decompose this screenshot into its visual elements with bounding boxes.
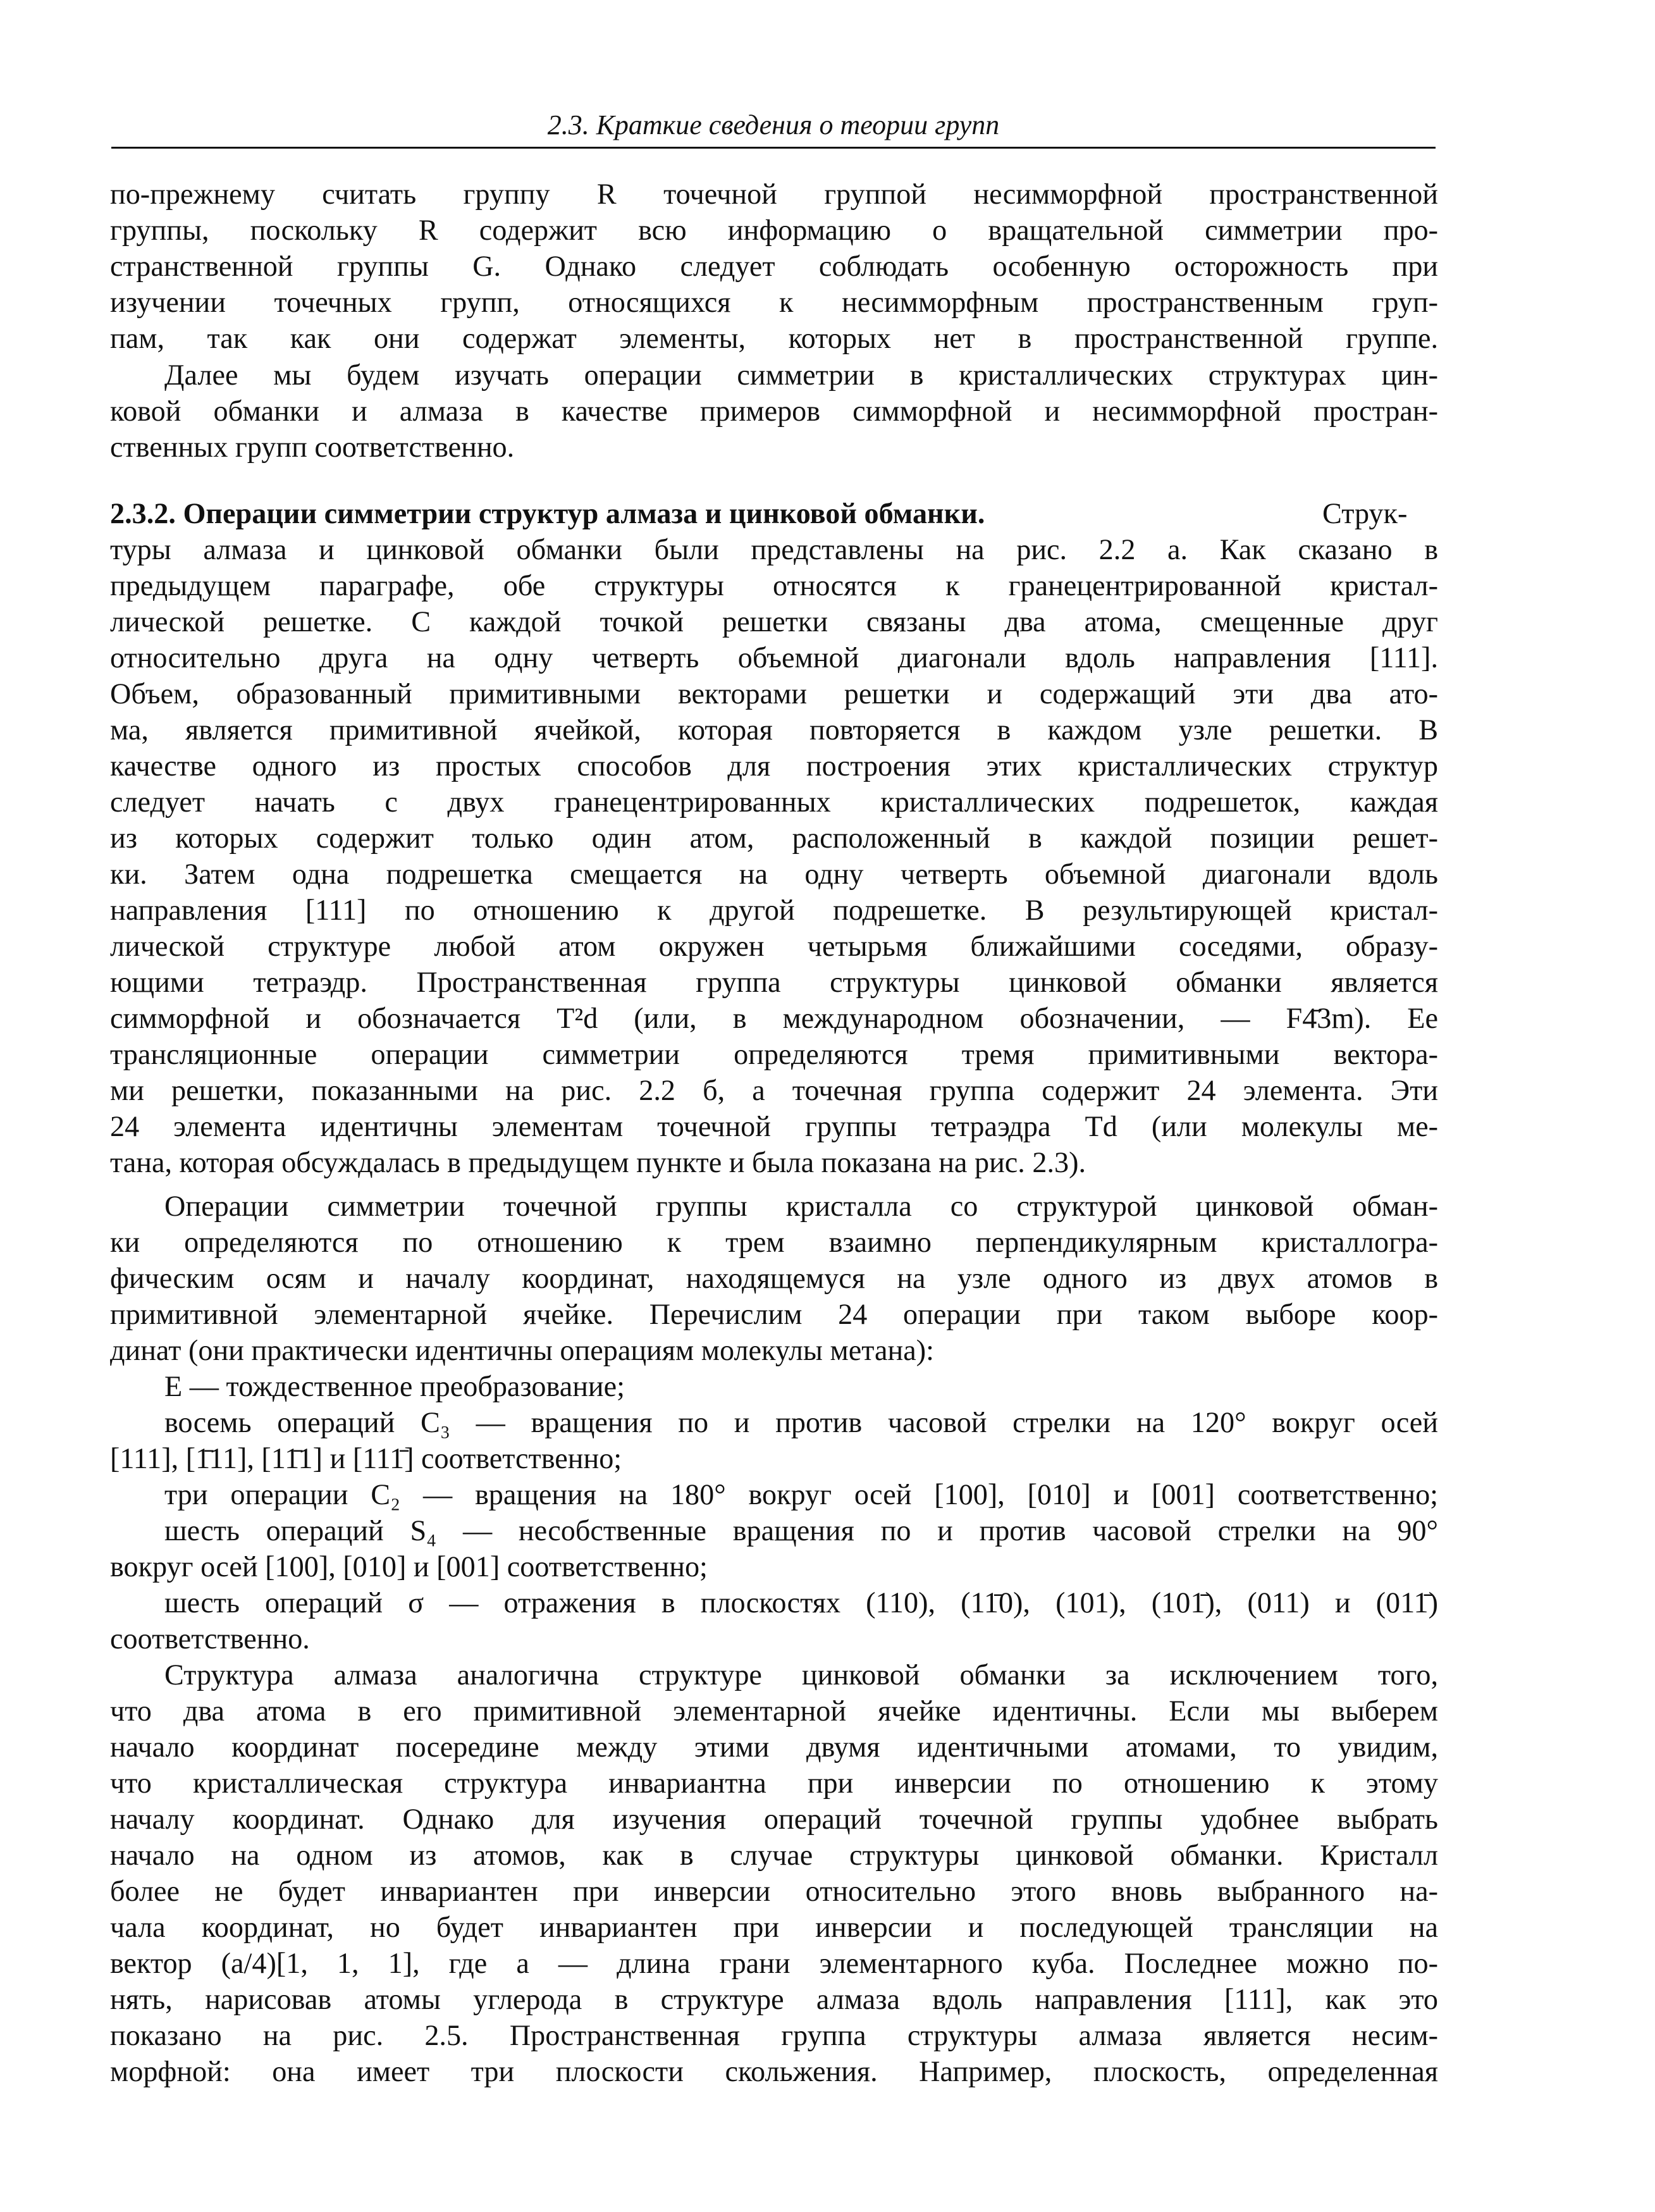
text-line: фическим осям и началу координат, находящемуся на узле одного из двух атомов в (110, 1262, 1438, 1294)
text-line: что два атома в его примитивной элементарной ячейке идентичны. Если мы выберем (110, 1695, 1438, 1727)
text-line: ма, является примитивной ячейкой, которая повторяется в каждом узле решетки. В (110, 714, 1438, 746)
text-line: начало координат посередине между этими двумя идентичными атомами, то увидим, (110, 1731, 1438, 1763)
list-item: [111], [1̄11], [11̄1] и [111̄] соответственно; (110, 1442, 622, 1474)
text-line: трансляционные операции симметрии определяются тремя примитивными вектора- (110, 1038, 1438, 1070)
text-line: из которых содержит только один атом, расположенный в каждой позиции решет- (110, 822, 1438, 854)
header-rule (111, 147, 1436, 149)
text-line: группы, поскольку R содержит всю информацию о вращательной симметрии про- (110, 214, 1438, 246)
text-line: качестве одного из простых способов для построения этих кристаллических структур (110, 750, 1438, 782)
text-line: началу координат. Однако для изучения операций точечной группы удобнее выбрать (110, 1803, 1438, 1835)
text-line: 24 элемента идентичны элементам точечной группы тетраэдра Td (или молекулы ме- (110, 1110, 1438, 1142)
text-line: Структура алмаза аналогична структуре цинковой обманки за исключением того, (164, 1659, 1438, 1691)
text-line: относительно друга на одну четверть объемной диагонали вдоль направления [111]. (110, 641, 1438, 674)
text-line: направления [111] по отношению к другой подрешетке. В результирующей кристал- (110, 894, 1438, 926)
text-line: ственных групп соответственно. (110, 431, 515, 463)
text-line: динат (они практически идентичны операциям молекулы метана): (110, 1334, 934, 1366)
text-line: нять, нарисовав атомы углерода в структуре алмаза вдоль направления [111], как это (110, 1983, 1438, 2015)
text-line: по-прежнему считать группу R точечной группой несимморфной пространственной (110, 178, 1438, 210)
text-line: показано на рис. 2.5. Пространственная группа структуры алмаза является несим- (110, 2019, 1438, 2051)
text-line: ки. Затем одна подрешетка смещается на одну четверть объемной диагонали вдоль (110, 858, 1438, 890)
text-line: более не будет инвариантен при инверсии относительно этого вновь выбранного на- (110, 1875, 1438, 1907)
list-item: вокруг осей [100], [010] и [001] соответственно; (110, 1550, 708, 1583)
text-line: Далее мы будем изучать операции симметрии в кристаллических структурах цин- (164, 359, 1438, 391)
list-item: шесть операций S₄ — несобственные вращения по и против часовой стрелки на 90° (164, 1514, 1438, 1547)
list-item: шесть операций σ — отражения в плоскостях (110), (11̄0), (101), (101̄), (011) и (011̄) (164, 1586, 1438, 1619)
text-line: следует начать с двух гранецентрированных кристаллических подрешеток, каждая (110, 786, 1438, 818)
section-heading: 2.3.2. Операции симметрии структур алмаза и цинковой обманки. (110, 497, 985, 529)
text-line: ющими тетраэдр. Пространственная группа структуры цинковой обманки является (110, 966, 1438, 998)
text-line: лической решетке. С каждой точкой решетки связаны два атома, смещенные друг (110, 605, 1438, 638)
text-line: предыдущем параграфе, обе структуры относятся к гранецентрированной кристал- (110, 569, 1438, 602)
text-line: пам, так как они содержат элементы, которых нет в пространственной группе. (110, 322, 1438, 354)
text-line: лической структуре любой атом окружен четырьмя ближайшими соседями, образу- (110, 930, 1438, 962)
text-line: начало на одном из атомов, как в случае структуры цинковой обманки. Кристалл (110, 1839, 1438, 1871)
text-line: симморфной и обозначается T²d (или, в международном обозначении, — F4̄3m). Ее (110, 1002, 1438, 1034)
list-item: три операции C₂ — вращения на 180° вокруг осей [100], [010] и [001] соответственно; (164, 1478, 1438, 1511)
text-line: Струк- (1322, 497, 1408, 529)
text-line: примитивной элементарной ячейке. Перечислим 24 операции при таком выборе коор- (110, 1298, 1438, 1330)
text-line: чала координат, но будет инвариантен при инверсии и последующей трансляции на (110, 1911, 1438, 1943)
text-line: ки определяются по отношению к трем взаимно перпендикулярным кристаллогра- (110, 1226, 1438, 1258)
text-line: морфной: она имеет три плоскости скольжения. Например, плоскость, определенная (110, 2055, 1438, 2087)
text-line: изучении точечных групп, относящихся к несимморфным пространственным груп- (110, 286, 1438, 318)
text-line: Объем, образованный примитивными векторами решетки и содержащий эти два ато- (110, 677, 1438, 710)
text-line: тана, которая обсуждалась в предыдущем пункте и была показана на рис. 2.3). (110, 1146, 1086, 1178)
text-line: Операции симметрии точечной группы кристалла со структурой цинковой обман- (164, 1190, 1438, 1222)
text-line: вектор (a/4)[1, 1, 1], где a — длина грани элементарного куба. Последнее можно по- (110, 1947, 1438, 1979)
list-item: E — тождественное преобразование; (164, 1370, 625, 1402)
text-line: туры алмаза и цинковой обманки были представлены на рис. 2.2 а. Как сказано в (110, 533, 1438, 565)
list-item: восемь операций C₃ — вращения по и против часовой стрелки на 120° вокруг осей (164, 1406, 1438, 1438)
text-line: ковой обманки и алмаза в качестве примеров симморфной и несимморфной простран- (110, 395, 1438, 427)
list-item: соответственно. (110, 1622, 310, 1655)
text-line: что кристаллическая структура инвариантна при инверсии по отношению к этому (110, 1767, 1438, 1799)
text-line: странственной группы G. Однако следует соблюдать особенную осторожность при (110, 250, 1438, 282)
running-header: 2.3. Краткие сведения о теории групп (547, 109, 1000, 140)
text-line: ми решетки, показанными на рис. 2.2 б, а точечная группа содержит 24 элемента. Эти (110, 1074, 1438, 1106)
